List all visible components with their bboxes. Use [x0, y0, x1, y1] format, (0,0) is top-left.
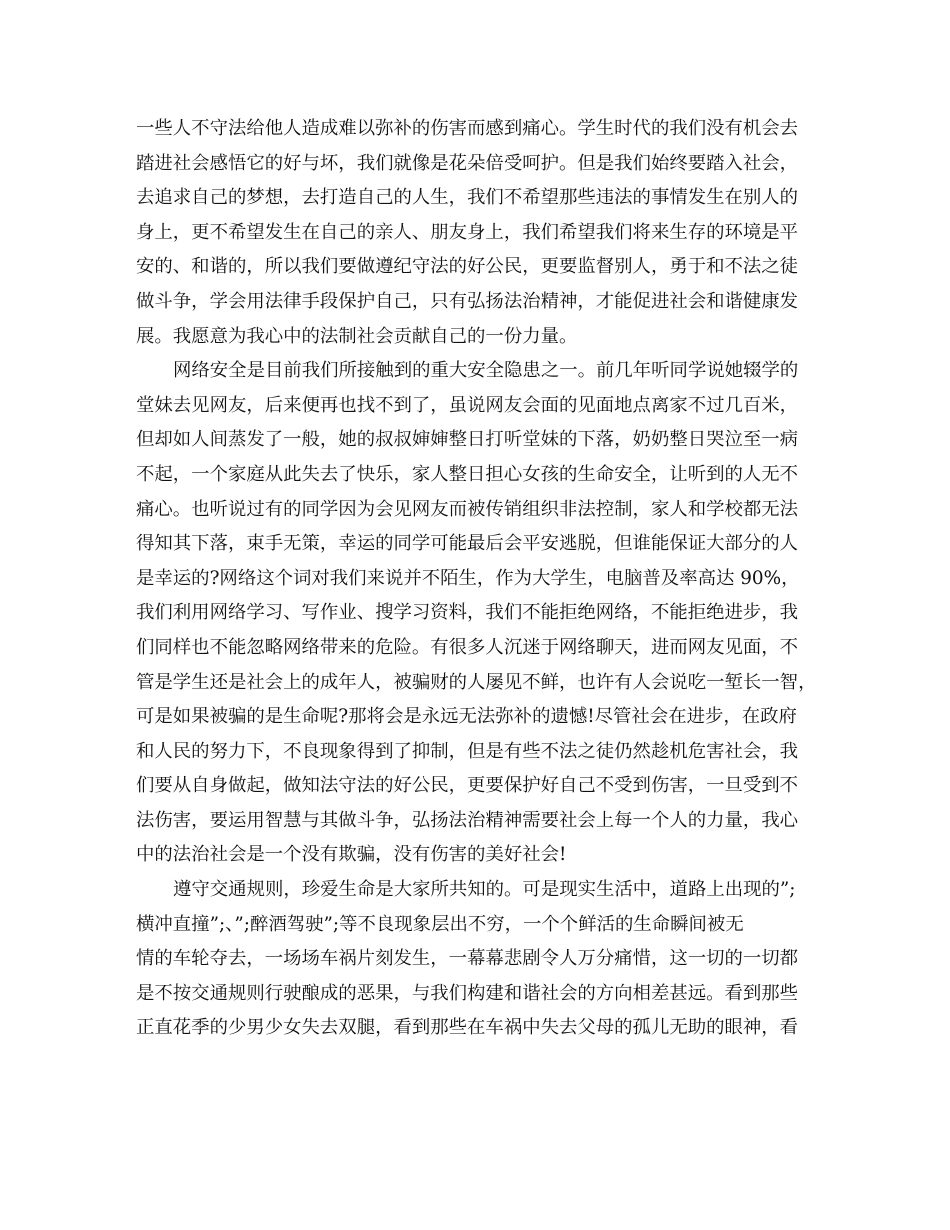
text-line: 堂妹去见网友，后来便再也找不到了，虽说网友会面的见面地点离家不过几百米， [136, 394, 799, 416]
text-line: 踏进社会感悟它的好与坏，我们就像是花朵倍受呵护。但是我们始终要踏入社会， [136, 152, 799, 174]
body-text [136, 112, 826, 1046]
text-line: 得知其下落，束手无策，幸运的同学可能最后会平安逃脱，但谁能保证大部分的人 [136, 533, 799, 555]
text-line: 情的车轮夺去，一场场车祸片刻发生，一幕幕悲剧令人万分痛惜，这一切的一切都 [136, 948, 799, 970]
text-line: 痛心。也听说过有的同学因为会见网友而被传销组织非法控制，家人和学校都无法 [136, 498, 799, 520]
text-line: 中的法治社会是一个没有欺骗，没有伤害的美好社会! [136, 844, 567, 866]
text-line: 管是学生还是社会上的成年人，被骗财的人屡见不鲜，也许有人会说吃一堑长一智， [136, 671, 817, 693]
text-line: 正直花季的少男少女失去双腿，看到那些在车祸中失去父母的孤儿无助的眼神，看 [136, 1017, 799, 1039]
text-line: 展。我愿意为我心中的法制社会贡献自己的一份力量。 [136, 325, 578, 347]
text-line: 遵守交通规则，珍爱生命是大家所共知的。可是现实生活中，道路上出现的”; [173, 879, 796, 901]
text-line: 一些人不守法给他人造成难以弥补的伤害而感到痛心。学生时代的我们没有机会去 [136, 118, 799, 139]
text-line: 们要从自身做起，做知法守法的好公民，更要保护好自己不受到伤害，一旦受到不 [136, 775, 799, 797]
text-line: 身上，更不希望发生在自己的亲人、朋友身上，我们希望我们将来生存的环境是平 [136, 221, 799, 243]
text-line: 但却如人间蒸发了一般，她的叔叔婶婶整日打听堂妹的下落，奶奶整日哭泣至一病 [136, 429, 799, 451]
text-line: 不起，一个家庭从此失去了快乐，家人整日担心女孩的生命安全，让听到的人无不 [136, 463, 799, 485]
text-line: 们同样也不能忽略网络带来的危险。有很多人沉迷于网络聊天，进而网友见面，不 [136, 636, 799, 658]
text-line: 法伤害，要运用智慧与其做斗争，弘扬法治精神需要社会上每一个人的力量，我心 [136, 809, 799, 831]
text-line: 和人民的努力下，不良现象得到了抑制，但是有些不法之徒仍然趁机危害社会，我 [136, 740, 799, 762]
text-line: 网络安全是目前我们所接触到的重大安全隐患之一。前几年听同学说她辍学的 [173, 360, 799, 382]
text-line: 是幸运的?网络这个词对我们来说并不陌生，作为大学生，电脑普及率高达 90%， [136, 567, 800, 589]
text-line: 可是如果被骗的是生命呢?那将会是永远无法弥补的遗憾!尽管社会在进步，在政府 [136, 706, 797, 728]
paragraph-2 [136, 354, 826, 873]
paragraph-1 [136, 112, 826, 354]
text-line: 横冲直撞”;、”;醉酒驾驶”;等不良现象层出不穷，一个个鲜活的生命瞬间被无 [136, 913, 744, 935]
text-line: 去追求自己的梦想，去打造自己的人生，我们不希望那些违法的事情发生在别人的 [136, 187, 799, 209]
text-line: 做斗争，学会用法律手段保护自己，只有弘扬法治精神，才能促进社会和谐健康发 [136, 290, 799, 312]
text-line: 我们利用网络学习、写作业、搜学习资料，我们不能拒绝网络，不能拒绝进步，我 [136, 602, 799, 624]
paragraph-3 [136, 873, 826, 1046]
text-line: 是不按交通规则行驶酿成的恶果，与我们构建和谐社会的方向相差甚远。看到那些 [136, 982, 799, 1004]
text-line: 安的、和谐的，所以我们要做遵纪守法的好公民，更要监督别人，勇于和不法之徒 [136, 256, 799, 278]
